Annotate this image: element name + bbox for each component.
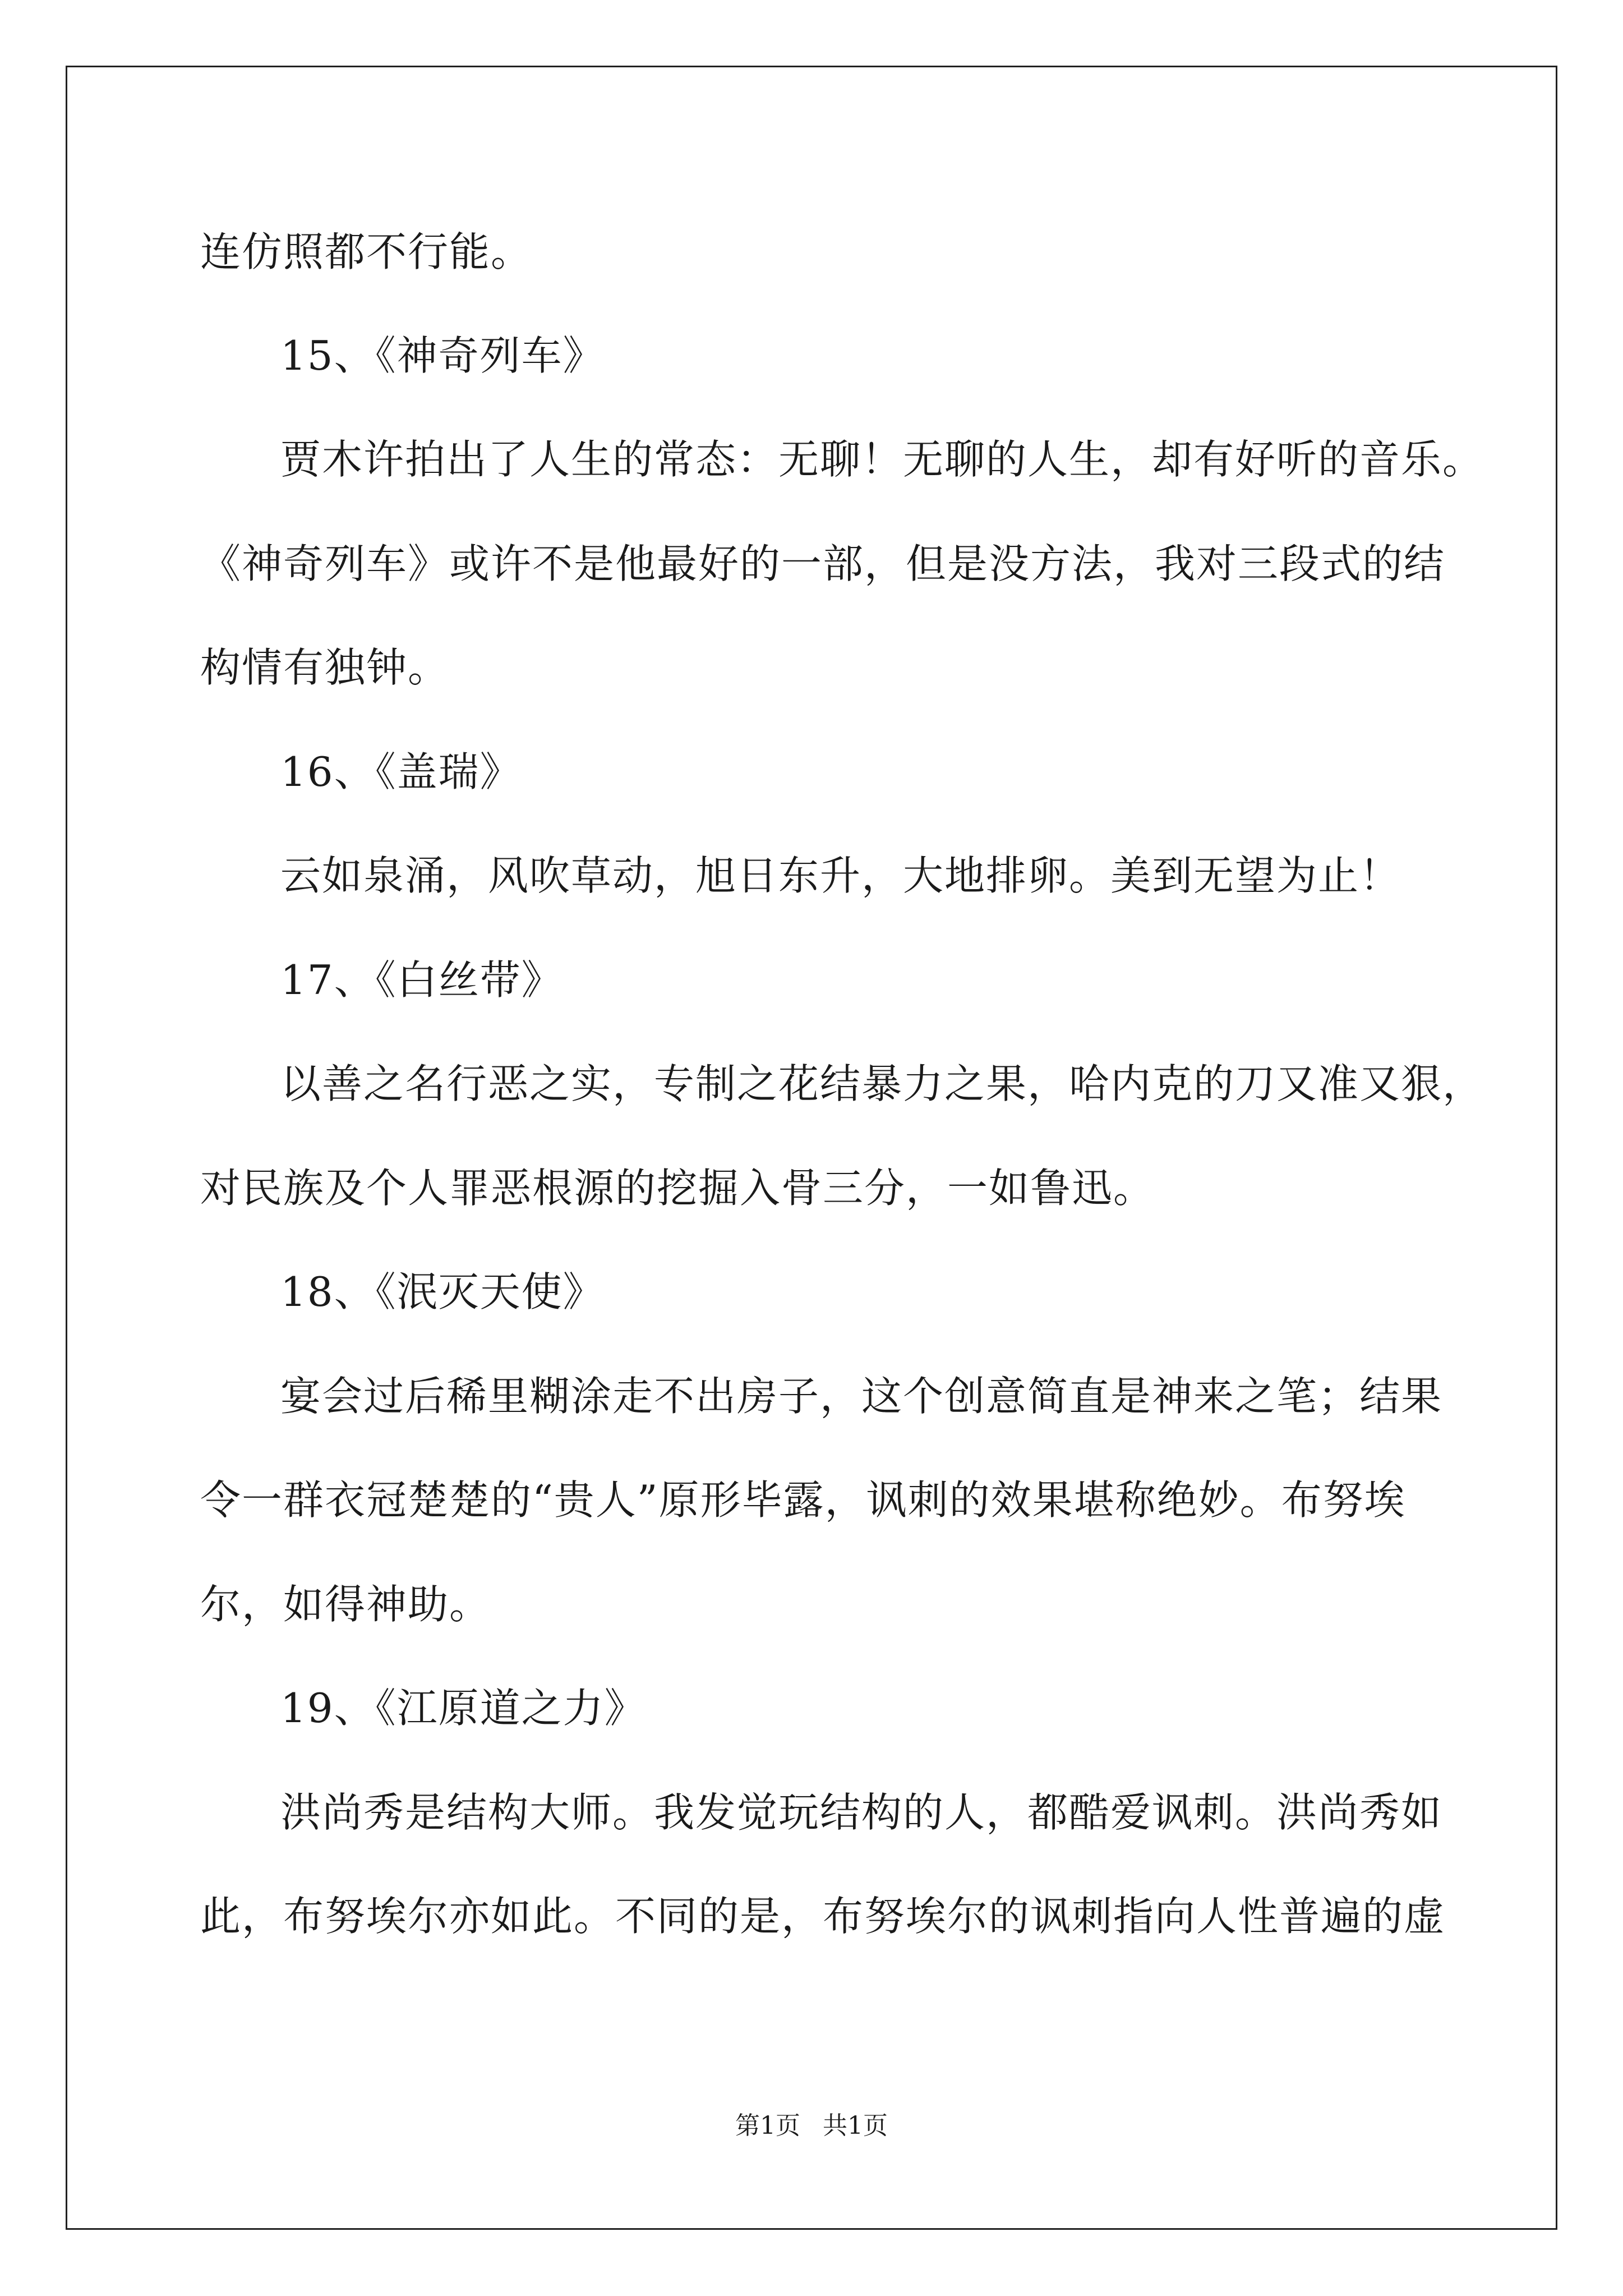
section-heading: 15、《神奇列车》 [280,332,605,379]
page-number: 第1页 [735,2111,800,2140]
page-footer [0,2110,1623,2142]
section-heading: 19、《江原道之力》 [280,1685,646,1732]
text-line: 此，布努埃尔亦如此。不同的是，布努埃尔的讽刺指向人性普遍的虚 [200,1893,1446,1940]
text-line: 贾木许拍出了人生的常态：无聊！无聊的人生，却有好听的音乐。 [280,436,1484,483]
section-heading: 18、《泯灭天使》 [280,1268,605,1315]
page-total: 共1页 [823,2111,888,2140]
text-line: 《神奇列车》或许不是他最好的一部，但是没方法，我对三段式的结 [200,540,1446,587]
text-line: 尔，如得神助。 [200,1581,491,1628]
text-line: 令一群衣冠楚楚的“贵人”原形毕露，讽刺的效果堪称绝妙。布努埃 [200,1476,1406,1524]
text-line: 以善之名行恶之实，专制之花结暴力之果，哈内克的刀又准又狠， [280,1060,1484,1107]
section-heading: 17、《白丝带》 [280,956,563,1004]
text-line: 连仿照都不行能。 [200,228,533,275]
text-line: 对民族及个人罪恶根源的挖掘入骨三分，一如鲁迅。 [200,1165,1155,1212]
text-line: 宴会过后稀里糊涂走不出房子，这个创意简直是神来之笔；结果 [280,1373,1443,1420]
section-heading: 16、《盖瑞》 [280,748,522,795]
text-line: 云如泉涌，风吹草动，旭日东升，大地排卵。美到无望为止！ [280,852,1401,899]
text-line: 洪尚秀是结构大师。我发觉玩结构的人，都酷爱讽刺。洪尚秀如 [280,1789,1443,1836]
text-line: 构情有独钟。 [200,644,450,691]
